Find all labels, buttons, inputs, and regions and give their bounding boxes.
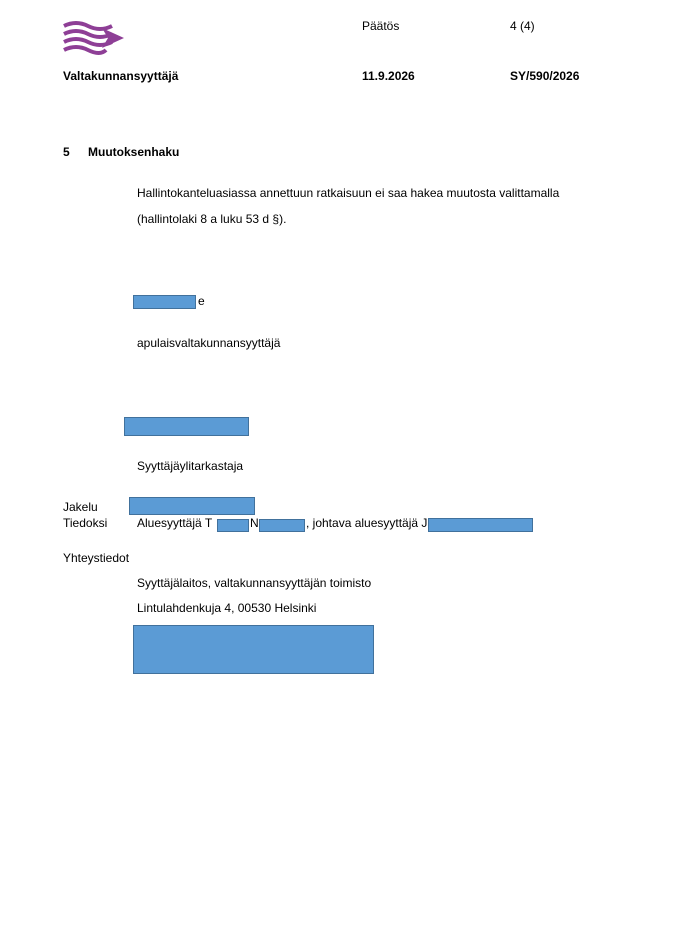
document-type: Päätös [362,19,400,33]
redacted-jakelu [129,497,255,515]
contact-line-1: Syyttäjälaitos, valtakunnansyyttäjän toimisto [137,576,372,590]
organization-name: Valtakunnansyyttäjä [63,69,179,83]
tiedoksi-part-1: Aluesyyttäjä T [137,516,213,530]
document-date: 11.9.2026 [362,69,415,83]
contact-line-2: Lintulahdenkuja 4, 00530 Helsinki [137,601,317,615]
tiedoksi-part-3: , johtava aluesyyttäjä J [306,516,428,530]
tiedoksi-part-2: N [250,516,259,530]
reference-number: SY/590/2026 [510,69,580,83]
paragraph-line-2: (hallintolaki 8 a luku 53 d §). [137,212,287,226]
jakelu-label: Jakelu [63,500,98,514]
signer1-name-suffix: e [198,294,205,308]
redacted-contact-details [133,625,374,674]
syyttajalaitos-logo-icon [62,20,126,56]
redacted-tiedoksi-2 [259,519,305,532]
section-number: 5 [63,145,70,159]
tiedoksi-label: Tiedoksi [63,516,108,530]
signer1-title: apulaisvaltakunnansyyttäjä [137,336,281,350]
redacted-tiedoksi-1 [217,519,249,532]
paragraph-line-1: Hallintokanteluasiassa annettuun ratkaisuun ei saa hakea muutosta valittamalla [137,186,560,200]
redacted-signer1-name [133,295,196,309]
section-title: Muutoksenhaku [88,145,180,159]
redacted-tiedoksi-3 [428,518,533,532]
signer2-title: Syyttäjäylitarkastaja [137,459,244,473]
contact-label: Yhteystiedot [63,551,130,565]
redacted-signer2-name [124,417,249,436]
page-number: 4 (4) [510,19,535,33]
